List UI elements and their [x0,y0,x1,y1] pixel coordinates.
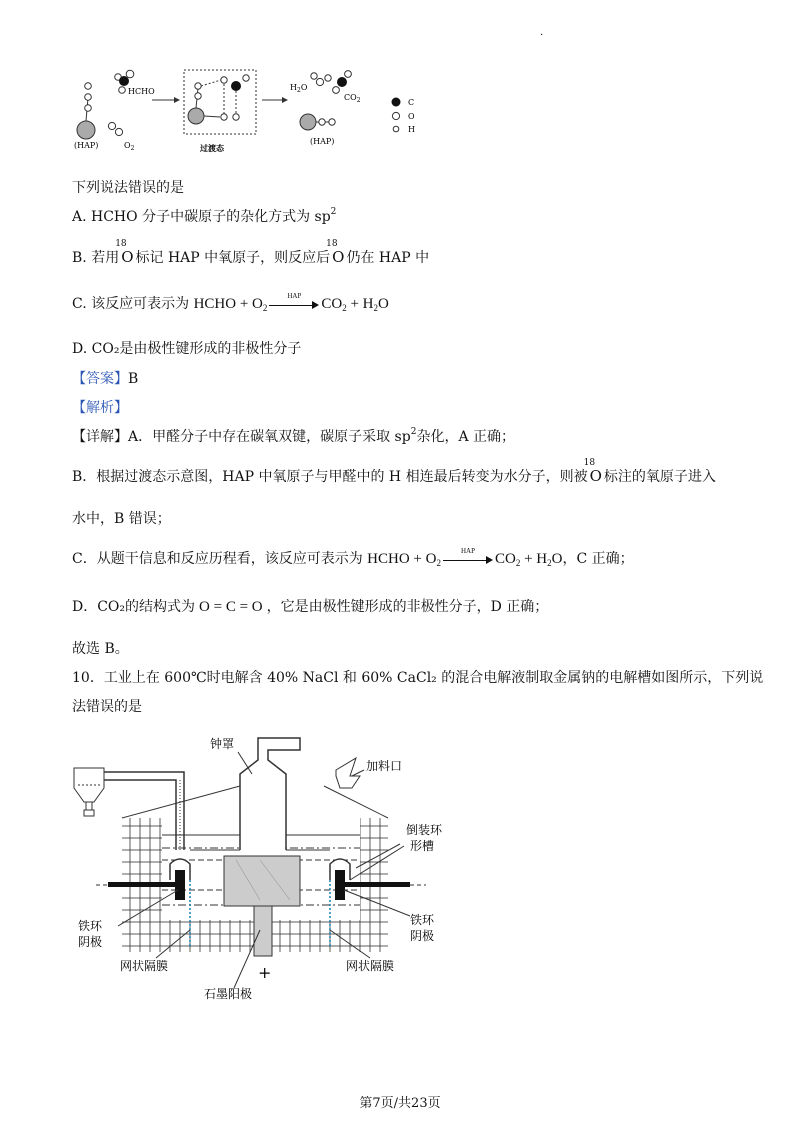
conclusion: 故选 B。 [72,641,129,657]
question-stem: 下列说法错误的是 [72,180,184,196]
hap-label-left: (HAP) [74,141,99,150]
label-mesh-left: 网状隔膜 [120,959,169,973]
carbon-atom [119,76,129,86]
option-c: C. 该反应可表示为 HCHO + $O_2$ HAP $CO_2 + H_2O$ [72,291,389,313]
hcho-label: HCHO [128,87,155,96]
option-a: A. HCHO 分子中碳原子的杂化方式为 $sp^2$ [72,207,337,225]
svg-text:O2 [124,141,135,152]
analysis-tag: 【解析】 [72,400,128,416]
svg-text:阴极: 阴极 [410,929,435,943]
label-graphite-anode: 石墨阳极 [204,987,253,1000]
reaction-mechanism-figure [60,60,440,165]
reaction-equation: HCHO + $O_2$ HAP $CO_2 + H_2O$ [193,291,389,313]
o2-label: O [124,141,131,150]
legend-hydrogen [393,126,399,132]
detail-c: C．从题干信息和反应历程看，该反应可表示为 HCHO + $O_2$ HAP $CO_2 + H_2O$，C 正确； [72,546,634,568]
detail-b: B．根据过渡态示意图，HAP 中氧原子与甲醛中的 H 相连最后转变为水分子，则被 18 O 标注的氧原子进入 [72,458,716,485]
svg-text:形槽: 形槽 [410,839,435,853]
answer-line: 【答案】B [72,371,139,387]
label-feed-port: 加料口 [366,759,403,773]
question10-line1: 10．工业上在 600℃时电解含 40% NaCl 和 60% CaCl₂ 的混合电解液制取金属钠的电解槽如图所示，下列说 [72,670,764,686]
legend-oxygen [392,112,399,119]
svg-text:CO2: $CO_2$ [344,93,361,104]
option-d: D. CO₂是由极性键形成的非极性分子 [72,341,302,357]
label-ring-slot: 倒装环 [406,823,443,837]
label-plus: + [258,963,272,982]
detail-d: D．CO₂的结构式为 O = C = O ，它是由极性键形成的非极性分子，D 正确； [72,599,549,615]
feed-port [336,758,360,788]
option-b: B. 若用 18 O 标记 HAP 中氧原子，则反应后 18 O 仍在 HAP 中 [72,239,430,266]
bell-jar [240,738,300,850]
svg-text:C: C [408,98,415,107]
electrolytic-cell-figure [60,730,480,1000]
svg-text:阴极: 阴极 [78,935,103,949]
label-iron-cathode-right: 铁环 [410,913,435,927]
label-bell-jar: 钟罩 [210,737,235,751]
hap-sphere-left [77,121,95,139]
label-mesh-right: 网状隔膜 [346,959,395,973]
o2-sub: 2 [130,145,135,152]
label-iron-cathode-left: 铁环 [78,919,103,933]
transition-state-label: 过渡态 [200,143,224,153]
svg-text:H: H [408,125,415,134]
hap-label-right: (HAP) [310,137,335,146]
top-mark: · [540,30,544,41]
detail-a: 【详解】A．甲醛分子中存在碳氧双键，碳原子采取 $sp^2$杂化，A 正确； [72,427,516,445]
svg-text:H2O: $H_2O$ [290,83,308,94]
question10-line2: 法错误的是 [72,699,142,715]
page-number: 第7页/共23页 [359,1096,441,1111]
detail-b-cont: 水中，B 错误； [72,511,171,527]
svg-text:O: O [408,112,415,121]
legend-carbon [392,98,401,107]
